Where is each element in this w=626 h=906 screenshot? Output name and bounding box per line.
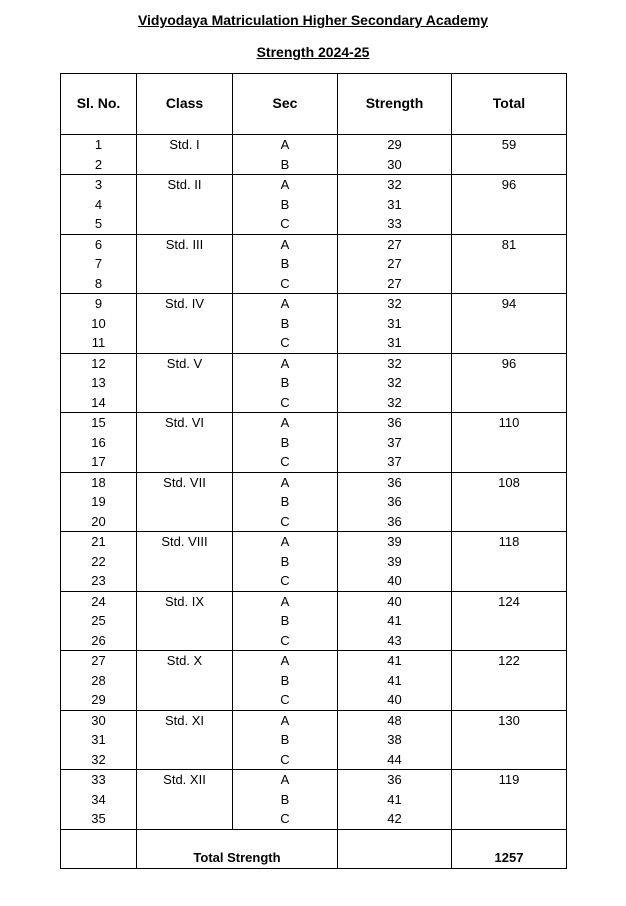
strength-cell: 31 <box>338 314 452 334</box>
table-row <box>61 234 567 254</box>
class-cell <box>137 552 233 572</box>
strength-cell: 37 <box>338 433 452 453</box>
strength-cell: 41 <box>338 651 452 671</box>
total-cell: 81 <box>452 234 567 294</box>
sl-no-cell: 14 <box>61 393 137 413</box>
sl-no-cell: 19 <box>61 492 137 512</box>
sec-cell: B <box>233 611 338 631</box>
strength-cell: 36 <box>338 492 452 512</box>
sec-cell: B <box>233 373 338 393</box>
sl-no-cell: 4 <box>61 195 137 215</box>
sl-no-cell: 8 <box>61 274 137 294</box>
sec-cell: A <box>233 353 338 373</box>
sec-cell: A <box>233 472 338 492</box>
strength-cell: 32 <box>338 294 452 314</box>
strength-cell: 31 <box>338 195 452 215</box>
strength-cell: 30 <box>338 155 452 175</box>
table-row <box>61 175 567 195</box>
table-row <box>61 472 567 492</box>
table-row <box>61 135 567 155</box>
total-cell: 124 <box>452 591 567 651</box>
sec-cell: B <box>233 254 338 274</box>
document-subtitle <box>0 42 626 62</box>
table-row <box>61 413 567 433</box>
sl-no-cell: 9 <box>61 294 137 314</box>
strength-table <box>60 73 567 869</box>
total-cell: 122 <box>452 651 567 711</box>
sec-cell: A <box>233 651 338 671</box>
sl-no-cell: 28 <box>61 671 137 691</box>
footer-row <box>61 829 567 868</box>
strength-cell: 27 <box>338 234 452 254</box>
sec-cell: B <box>233 492 338 512</box>
strength-cell: 37 <box>338 452 452 472</box>
sec-cell: A <box>233 234 338 254</box>
header-sl-no: Sl. No. <box>61 74 137 135</box>
sec-cell: B <box>233 195 338 215</box>
sl-no-cell: 22 <box>61 552 137 572</box>
sec-cell: B <box>233 671 338 691</box>
class-cell <box>137 631 233 651</box>
class-cell <box>137 274 233 294</box>
strength-cell: 48 <box>338 710 452 730</box>
sec-cell: A <box>233 135 338 155</box>
sec-cell: C <box>233 214 338 234</box>
total-cell: 119 <box>452 770 567 830</box>
sec-cell: A <box>233 710 338 730</box>
class-cell: Std. VIII <box>137 532 233 552</box>
footer-empty-cell <box>61 829 137 868</box>
class-cell: Std. XII <box>137 770 233 790</box>
class-cell <box>137 393 233 413</box>
sec-cell: B <box>233 730 338 750</box>
table-body <box>61 135 567 830</box>
class-cell <box>137 571 233 591</box>
sec-cell: C <box>233 750 338 770</box>
sec-cell: C <box>233 690 338 710</box>
strength-cell: 43 <box>338 631 452 651</box>
strength-cell: 32 <box>338 373 452 393</box>
sl-no-cell: 26 <box>61 631 137 651</box>
sl-no-cell: 18 <box>61 472 137 492</box>
sl-no-cell: 5 <box>61 214 137 234</box>
table-row <box>61 591 567 611</box>
strength-cell: 39 <box>338 552 452 572</box>
total-cell: 130 <box>452 710 567 770</box>
sl-no-cell: 27 <box>61 651 137 671</box>
total-cell: 108 <box>452 472 567 532</box>
class-cell <box>137 809 233 829</box>
table-row <box>61 294 567 314</box>
header-strength: Strength <box>338 74 452 135</box>
class-cell <box>137 254 233 274</box>
total-cell: 94 <box>452 294 567 354</box>
strength-cell: 42 <box>338 809 452 829</box>
sec-cell: C <box>233 631 338 651</box>
sl-no-cell: 34 <box>61 790 137 810</box>
sl-no-cell: 2 <box>61 155 137 175</box>
strength-cell: 40 <box>338 571 452 591</box>
sl-no-cell: 31 <box>61 730 137 750</box>
class-cell: Std. III <box>137 234 233 254</box>
class-cell: Std. V <box>137 353 233 373</box>
sec-cell: A <box>233 532 338 552</box>
strength-cell: 32 <box>338 353 452 373</box>
strength-cell: 36 <box>338 770 452 790</box>
sl-no-cell: 20 <box>61 512 137 532</box>
header-sec: Sec <box>233 74 338 135</box>
sec-cell: C <box>233 274 338 294</box>
sl-no-cell: 33 <box>61 770 137 790</box>
class-cell <box>137 155 233 175</box>
class-cell <box>137 690 233 710</box>
sec-cell: C <box>233 393 338 413</box>
class-cell <box>137 671 233 691</box>
table-row <box>61 353 567 373</box>
total-cell: 110 <box>452 413 567 473</box>
strength-cell: 32 <box>338 175 452 195</box>
sec-cell: C <box>233 809 338 829</box>
strength-cell: 40 <box>338 591 452 611</box>
strength-cell: 39 <box>338 532 452 552</box>
header-row <box>61 74 567 135</box>
class-cell <box>137 214 233 234</box>
strength-cell: 36 <box>338 413 452 433</box>
table-row <box>61 651 567 671</box>
sl-no-cell: 35 <box>61 809 137 829</box>
class-cell: Std. VI <box>137 413 233 433</box>
class-cell <box>137 452 233 472</box>
sec-cell: A <box>233 294 338 314</box>
total-cell: 59 <box>452 135 567 175</box>
strength-cell: 38 <box>338 730 452 750</box>
table-row <box>61 710 567 730</box>
class-cell: Std. I <box>137 135 233 155</box>
sl-no-cell: 25 <box>61 611 137 631</box>
sl-no-cell: 6 <box>61 234 137 254</box>
footer-label: Total Strength <box>137 829 338 868</box>
strength-cell: 41 <box>338 611 452 631</box>
sl-no-cell: 16 <box>61 433 137 453</box>
total-cell: 118 <box>452 532 567 592</box>
sl-no-cell: 30 <box>61 710 137 730</box>
sec-cell: B <box>233 155 338 175</box>
sl-no-cell: 10 <box>61 314 137 334</box>
sec-cell: B <box>233 790 338 810</box>
class-cell <box>137 750 233 770</box>
strength-cell: 36 <box>338 472 452 492</box>
class-cell: Std. II <box>137 175 233 195</box>
sl-no-cell: 32 <box>61 750 137 770</box>
strength-cell: 27 <box>338 274 452 294</box>
footer-empty-cell <box>338 829 452 868</box>
strength-cell: 40 <box>338 690 452 710</box>
sec-cell: C <box>233 333 338 353</box>
sl-no-cell: 7 <box>61 254 137 274</box>
sl-no-cell: 23 <box>61 571 137 591</box>
sec-cell: C <box>233 452 338 472</box>
sec-cell: A <box>233 591 338 611</box>
sl-no-cell: 17 <box>61 452 137 472</box>
class-cell <box>137 611 233 631</box>
sl-no-cell: 3 <box>61 175 137 195</box>
document-subtitle-text: Strength 2024-25 <box>256 44 370 60</box>
table-row <box>61 532 567 552</box>
class-cell <box>137 314 233 334</box>
class-cell: Std. XI <box>137 710 233 730</box>
strength-cell: 44 <box>338 750 452 770</box>
class-cell: Std. IV <box>137 294 233 314</box>
sl-no-cell: 21 <box>61 532 137 552</box>
sec-cell: B <box>233 433 338 453</box>
sec-cell: C <box>233 512 338 532</box>
strength-cell: 31 <box>338 333 452 353</box>
strength-cell: 36 <box>338 512 452 532</box>
class-cell: Std. X <box>137 651 233 671</box>
sec-cell: A <box>233 770 338 790</box>
document-title-text: Vidyodaya Matriculation Higher Secondary Academy <box>137 12 489 28</box>
document-title <box>0 10 626 30</box>
class-cell: Std. IX <box>137 591 233 611</box>
strength-cell: 29 <box>338 135 452 155</box>
strength-cell: 41 <box>338 790 452 810</box>
class-cell <box>137 373 233 393</box>
sec-cell: B <box>233 314 338 334</box>
strength-cell: 32 <box>338 393 452 413</box>
total-cell: 96 <box>452 353 567 413</box>
class-cell <box>137 790 233 810</box>
header-total: Total <box>452 74 567 135</box>
class-cell <box>137 195 233 215</box>
class-cell <box>137 433 233 453</box>
strength-cell: 41 <box>338 671 452 691</box>
class-cell <box>137 333 233 353</box>
class-cell <box>137 730 233 750</box>
strength-cell: 33 <box>338 214 452 234</box>
sl-no-cell: 13 <box>61 373 137 393</box>
sl-no-cell: 11 <box>61 333 137 353</box>
class-cell <box>137 492 233 512</box>
total-cell: 96 <box>452 175 567 235</box>
sl-no-cell: 12 <box>61 353 137 373</box>
table-row <box>61 770 567 790</box>
sl-no-cell: 24 <box>61 591 137 611</box>
header-class: Class <box>137 74 233 135</box>
sl-no-cell: 29 <box>61 690 137 710</box>
sec-cell: C <box>233 571 338 591</box>
sl-no-cell: 1 <box>61 135 137 155</box>
sec-cell: A <box>233 413 338 433</box>
class-cell <box>137 512 233 532</box>
sl-no-cell: 15 <box>61 413 137 433</box>
sec-cell: B <box>233 552 338 572</box>
sec-cell: A <box>233 175 338 195</box>
footer-total: 1257 <box>452 829 567 868</box>
strength-cell: 27 <box>338 254 452 274</box>
class-cell: Std. VII <box>137 472 233 492</box>
